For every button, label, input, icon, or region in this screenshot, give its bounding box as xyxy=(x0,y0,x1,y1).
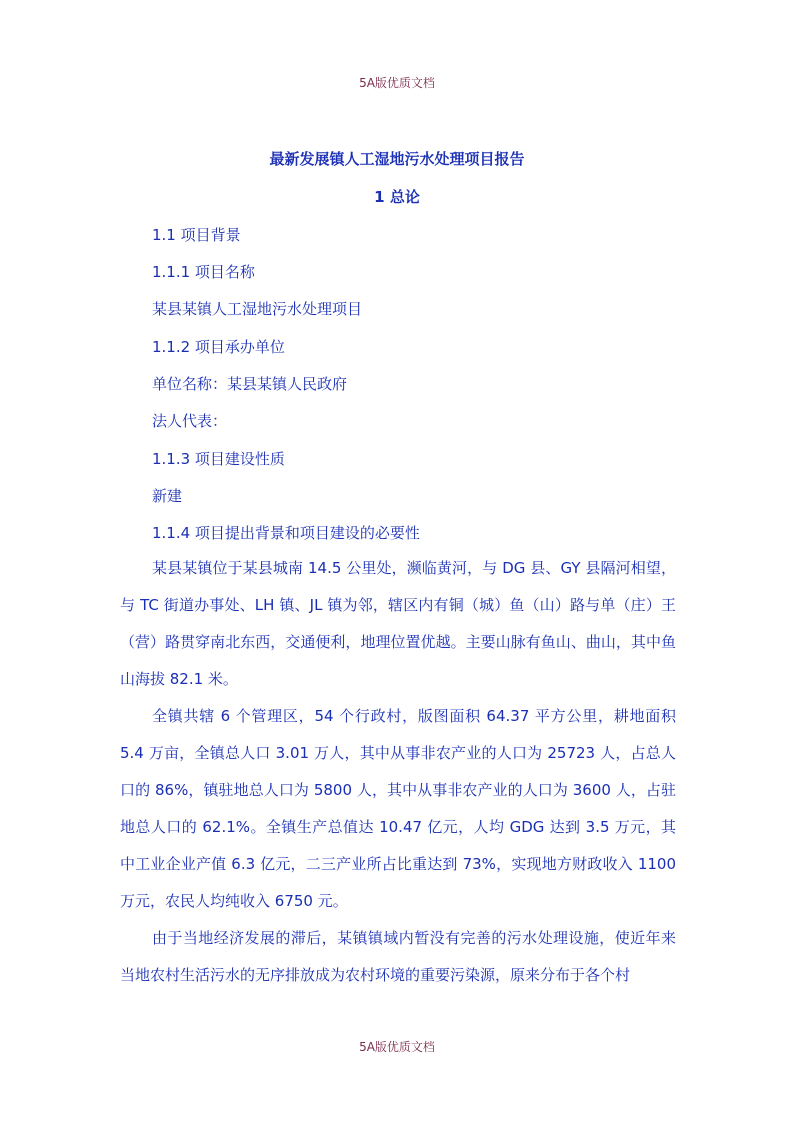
construction-nature: 新建 xyxy=(152,487,183,505)
paragraph-background: 由于当地经济发展的滞后，某镇镇域内暂没有完善的污水处理设施，使近年来当地农村生活污水的无序排放成为农村环境的重要污染源，原来分布于各个村 xyxy=(120,929,676,984)
page-header: 5A版优质文档 xyxy=(359,76,435,90)
section-heading-1-1-2: 1.1.2 项目承办单位 xyxy=(152,338,285,356)
chapter-heading: 1 总论 xyxy=(374,188,420,206)
section-heading-1-1-4: 1.1.4 项目提出背景和项目建设的必要性 xyxy=(152,524,420,542)
page-footer: 5A版优质文档 xyxy=(359,1040,435,1054)
paragraph-location: 某县某镇位于某县城南 14.5 公里处，濒临黄河，与 DG 县、GY 县隔河相望，与 TC 街道办事处、LH 镇、JL 镇为邻，辖区内有铜（城）鱼（山）路与单（庄）王（营）路贯穿南北东西，交通便利，地理位置优越。主要山脉有鱼山、曲山，其中鱼山海拔 82.1 米。 xyxy=(120,559,676,688)
section-heading-1-1-1: 1.1.1 项目名称 xyxy=(152,263,255,281)
body-text xyxy=(120,550,676,994)
organizer-name: 单位名称：某县某镇人民政府 xyxy=(152,375,348,393)
section-heading-1-1-3: 1.1.3 项目建设性质 xyxy=(152,450,285,468)
paragraph-statistics: 全镇共辖 6 个管理区，54 个行政村，版图面积 64.37 平方公里，耕地面积 5.4 万亩，全镇总人口 3.01 万人，其中从事非农产业的人口为 25723 人，占总人口的 86%，镇驻地总人口为 5800 人，其中从事非农产业的人口为 3600 人，占驻地总人口的 62.1%。全镇生产总值达 10.47 亿元，人均 GDG 达到 3.5 万元，其中工业企业产值 6.3 亿元，二三产业所占比重达到 73%，实现地方财政收入 1100 万元，农民人均纯收入 6750 元。 xyxy=(120,707,676,910)
project-name: 某县某镇人工湿地污水处理项目 xyxy=(152,300,363,318)
legal-representative: 法人代表： xyxy=(152,412,228,430)
section-heading-1-1: 1.1 项目背景 xyxy=(152,226,241,244)
document-title: 最新发展镇人工湿地污水处理项目报告 xyxy=(269,150,525,168)
